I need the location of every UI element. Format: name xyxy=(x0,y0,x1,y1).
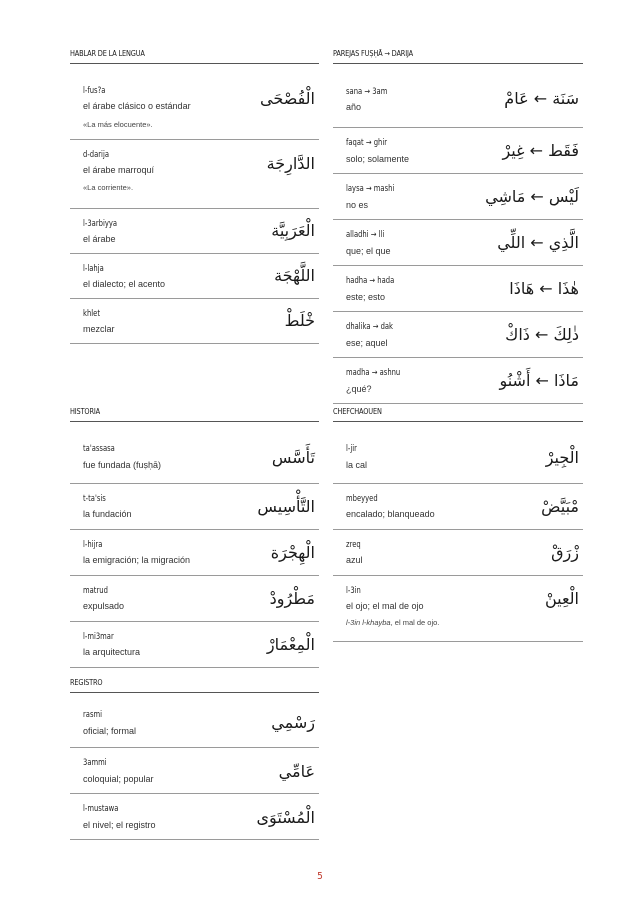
vocab-entry xyxy=(70,422,319,484)
entry-meaning: la emigración; la migración xyxy=(83,555,191,565)
entry-arabic: اللَّهْجَة xyxy=(274,266,315,285)
entry-arabic: الْمِعْمَارْ xyxy=(266,635,315,654)
entry-arabic: تَأَسَّس xyxy=(271,448,315,467)
section-title: HISTORIA xyxy=(70,407,100,416)
vocab-entry xyxy=(70,484,319,530)
entry-meaning: la cal xyxy=(346,460,368,470)
entry-meaning: coloquial; popular xyxy=(83,774,154,784)
entry-meaning: el dialecto; el acento xyxy=(83,279,166,289)
vocab-entry xyxy=(70,622,319,668)
entry-meaning: el nivel; el registro xyxy=(83,820,156,830)
entry-note: «La corriente». xyxy=(83,183,134,192)
entry-arabic: الْعِينْ xyxy=(544,589,579,608)
vocab-entry xyxy=(333,220,583,266)
entry-arabic: مْبَيَّضْ xyxy=(541,497,579,516)
section-title: PAREJAS FUṢḤĀ → DARIJA xyxy=(333,49,413,58)
entry-arabic: رَسْمِي xyxy=(271,713,315,732)
entry-arabic: الْمُسْتَوَى xyxy=(256,808,315,827)
entry-meaning: la fundación xyxy=(83,509,132,519)
entry-arabic: ذٰلِكَ ← ذَاكْ xyxy=(505,325,579,344)
entry-term: l-mi3mar xyxy=(83,632,114,642)
entry-arabic: الْهِجْرَة xyxy=(270,543,315,562)
section-chefchaouen xyxy=(333,406,583,642)
vocab-entry xyxy=(333,422,583,484)
vocab-entry xyxy=(333,530,583,576)
entry-meaning: ¿qué? xyxy=(346,384,372,394)
page-number: 5 xyxy=(317,871,323,882)
entry-meaning: el árabe xyxy=(83,234,116,244)
entry-arabic: لَيْس ← مَاشِي xyxy=(485,187,579,206)
entry-term: hadha → hada xyxy=(346,276,395,286)
entry-arabic: فَقَط ← غِيرْ xyxy=(502,141,579,160)
entry-term: faqat → ghir xyxy=(346,138,388,148)
entry-arabic: الْفُصْحَى xyxy=(260,89,315,108)
entry-term: l-lahja xyxy=(83,264,104,274)
entry-term: zreq xyxy=(346,540,361,550)
entry-term: l-mustawa xyxy=(83,804,119,814)
entry-arabic: الدَّارِجَة xyxy=(266,154,315,173)
entry-meaning: el árabe clásico o estándar xyxy=(83,101,191,111)
section-registro xyxy=(70,677,319,840)
section-title: CHEFCHAOUEN xyxy=(333,407,382,416)
section-parejas xyxy=(333,48,583,404)
entry-term: l-3arbiyya xyxy=(83,219,118,229)
vocab-entry xyxy=(333,266,583,312)
vocab-entry xyxy=(333,358,583,404)
entry-arabic: سَنَة ← عَامْ xyxy=(504,89,579,108)
entry-term: madha → ashnu xyxy=(346,368,401,378)
vocab-entry xyxy=(333,484,583,530)
note-text: , el mal de ojo. xyxy=(390,618,440,627)
entry-arabic: الَّذِي ← اللِّي xyxy=(497,233,579,252)
vocab-entry xyxy=(70,254,319,299)
entry-meaning: encalado; blanqueado xyxy=(346,509,435,519)
entry-term: ta'assasa xyxy=(83,444,115,454)
entry-term: sana → 3am xyxy=(346,87,388,97)
entry-meaning: expulsado xyxy=(83,601,125,611)
entry-meaning: fue fundada (fuṣḥā) xyxy=(83,460,162,470)
entry-term: matrud xyxy=(83,586,108,596)
entry-meaning: azul xyxy=(346,555,363,565)
vocab-entry xyxy=(70,576,319,622)
entry-meaning: no es xyxy=(346,200,369,210)
entry-meaning: solo; solamente xyxy=(346,154,410,164)
vocab-entry xyxy=(70,530,319,576)
vocab-entry xyxy=(70,693,319,748)
entry-term: rasmi xyxy=(83,710,103,720)
entry-term: l-jir xyxy=(346,444,357,454)
vocab-entry xyxy=(70,299,319,344)
entry-term: khlet xyxy=(83,309,100,319)
entry-arabic: مَاذَا ← أَشْنُو xyxy=(499,371,579,390)
entry-term: l-3in xyxy=(346,586,361,596)
vocab-entry xyxy=(70,794,319,840)
entry-meaning: año xyxy=(346,102,362,112)
entry-arabic: خْلَطْ xyxy=(284,311,315,330)
entry-term: alladhi → lli xyxy=(346,230,385,240)
vocab-entry xyxy=(333,174,583,220)
entry-arabic: زْرَقْ xyxy=(551,543,579,562)
entry-arabic: الْجِيرْ xyxy=(545,448,579,467)
entry-meaning: el ojo; el mal de ojo xyxy=(346,601,424,611)
entry-meaning: el árabe marroquí xyxy=(83,165,155,175)
entry-arabic: هٰذَا ← هَاذَا xyxy=(509,279,579,298)
section-historia xyxy=(70,406,319,668)
vocab-entry xyxy=(333,312,583,358)
entry-meaning: este; esto xyxy=(346,292,386,302)
entry-term: mbeyyed xyxy=(346,494,378,504)
vocab-entry xyxy=(333,64,583,128)
entry-meaning: la arquitectura xyxy=(83,647,141,657)
vocab-entry xyxy=(70,209,319,254)
entry-meaning: ese; aquel xyxy=(346,338,388,348)
entry-note: «La más elocuente». xyxy=(83,120,153,129)
entry-arabic: عَامِّي xyxy=(278,762,315,781)
entry-term: d-darija xyxy=(83,150,109,160)
entry-meaning: mezclar xyxy=(83,324,115,334)
entry-term: dhalika → dak xyxy=(346,322,393,332)
entry-arabic: مَطْرُودْ xyxy=(269,589,315,608)
entry-term: laysa → mashi xyxy=(346,184,395,194)
entry-term: l-fus?a xyxy=(83,86,106,96)
entry-arabic: الْعَرَبِيَّة xyxy=(271,221,315,240)
entry-term: t-ta'sis xyxy=(83,494,106,504)
vocab-entry xyxy=(333,576,583,642)
section-hablar xyxy=(70,48,319,344)
section-title: HABLAR DE LA LENGUA xyxy=(70,49,145,58)
vocab-entry xyxy=(333,128,583,174)
vocab-entry xyxy=(70,64,319,140)
entry-term: l-hijra xyxy=(83,540,103,550)
entry-note xyxy=(346,618,439,627)
entry-term: 3ammi xyxy=(83,758,107,768)
vocab-entry xyxy=(70,748,319,794)
vocab-entry xyxy=(70,140,319,209)
entry-meaning: oficial; formal xyxy=(83,726,137,736)
entry-meaning: que; el que xyxy=(346,246,391,256)
entry-arabic: التَّأْسِيس xyxy=(257,497,315,516)
section-title: REGISTRO xyxy=(70,678,103,687)
note-italic-term: l-3in l-khayba xyxy=(346,618,391,627)
